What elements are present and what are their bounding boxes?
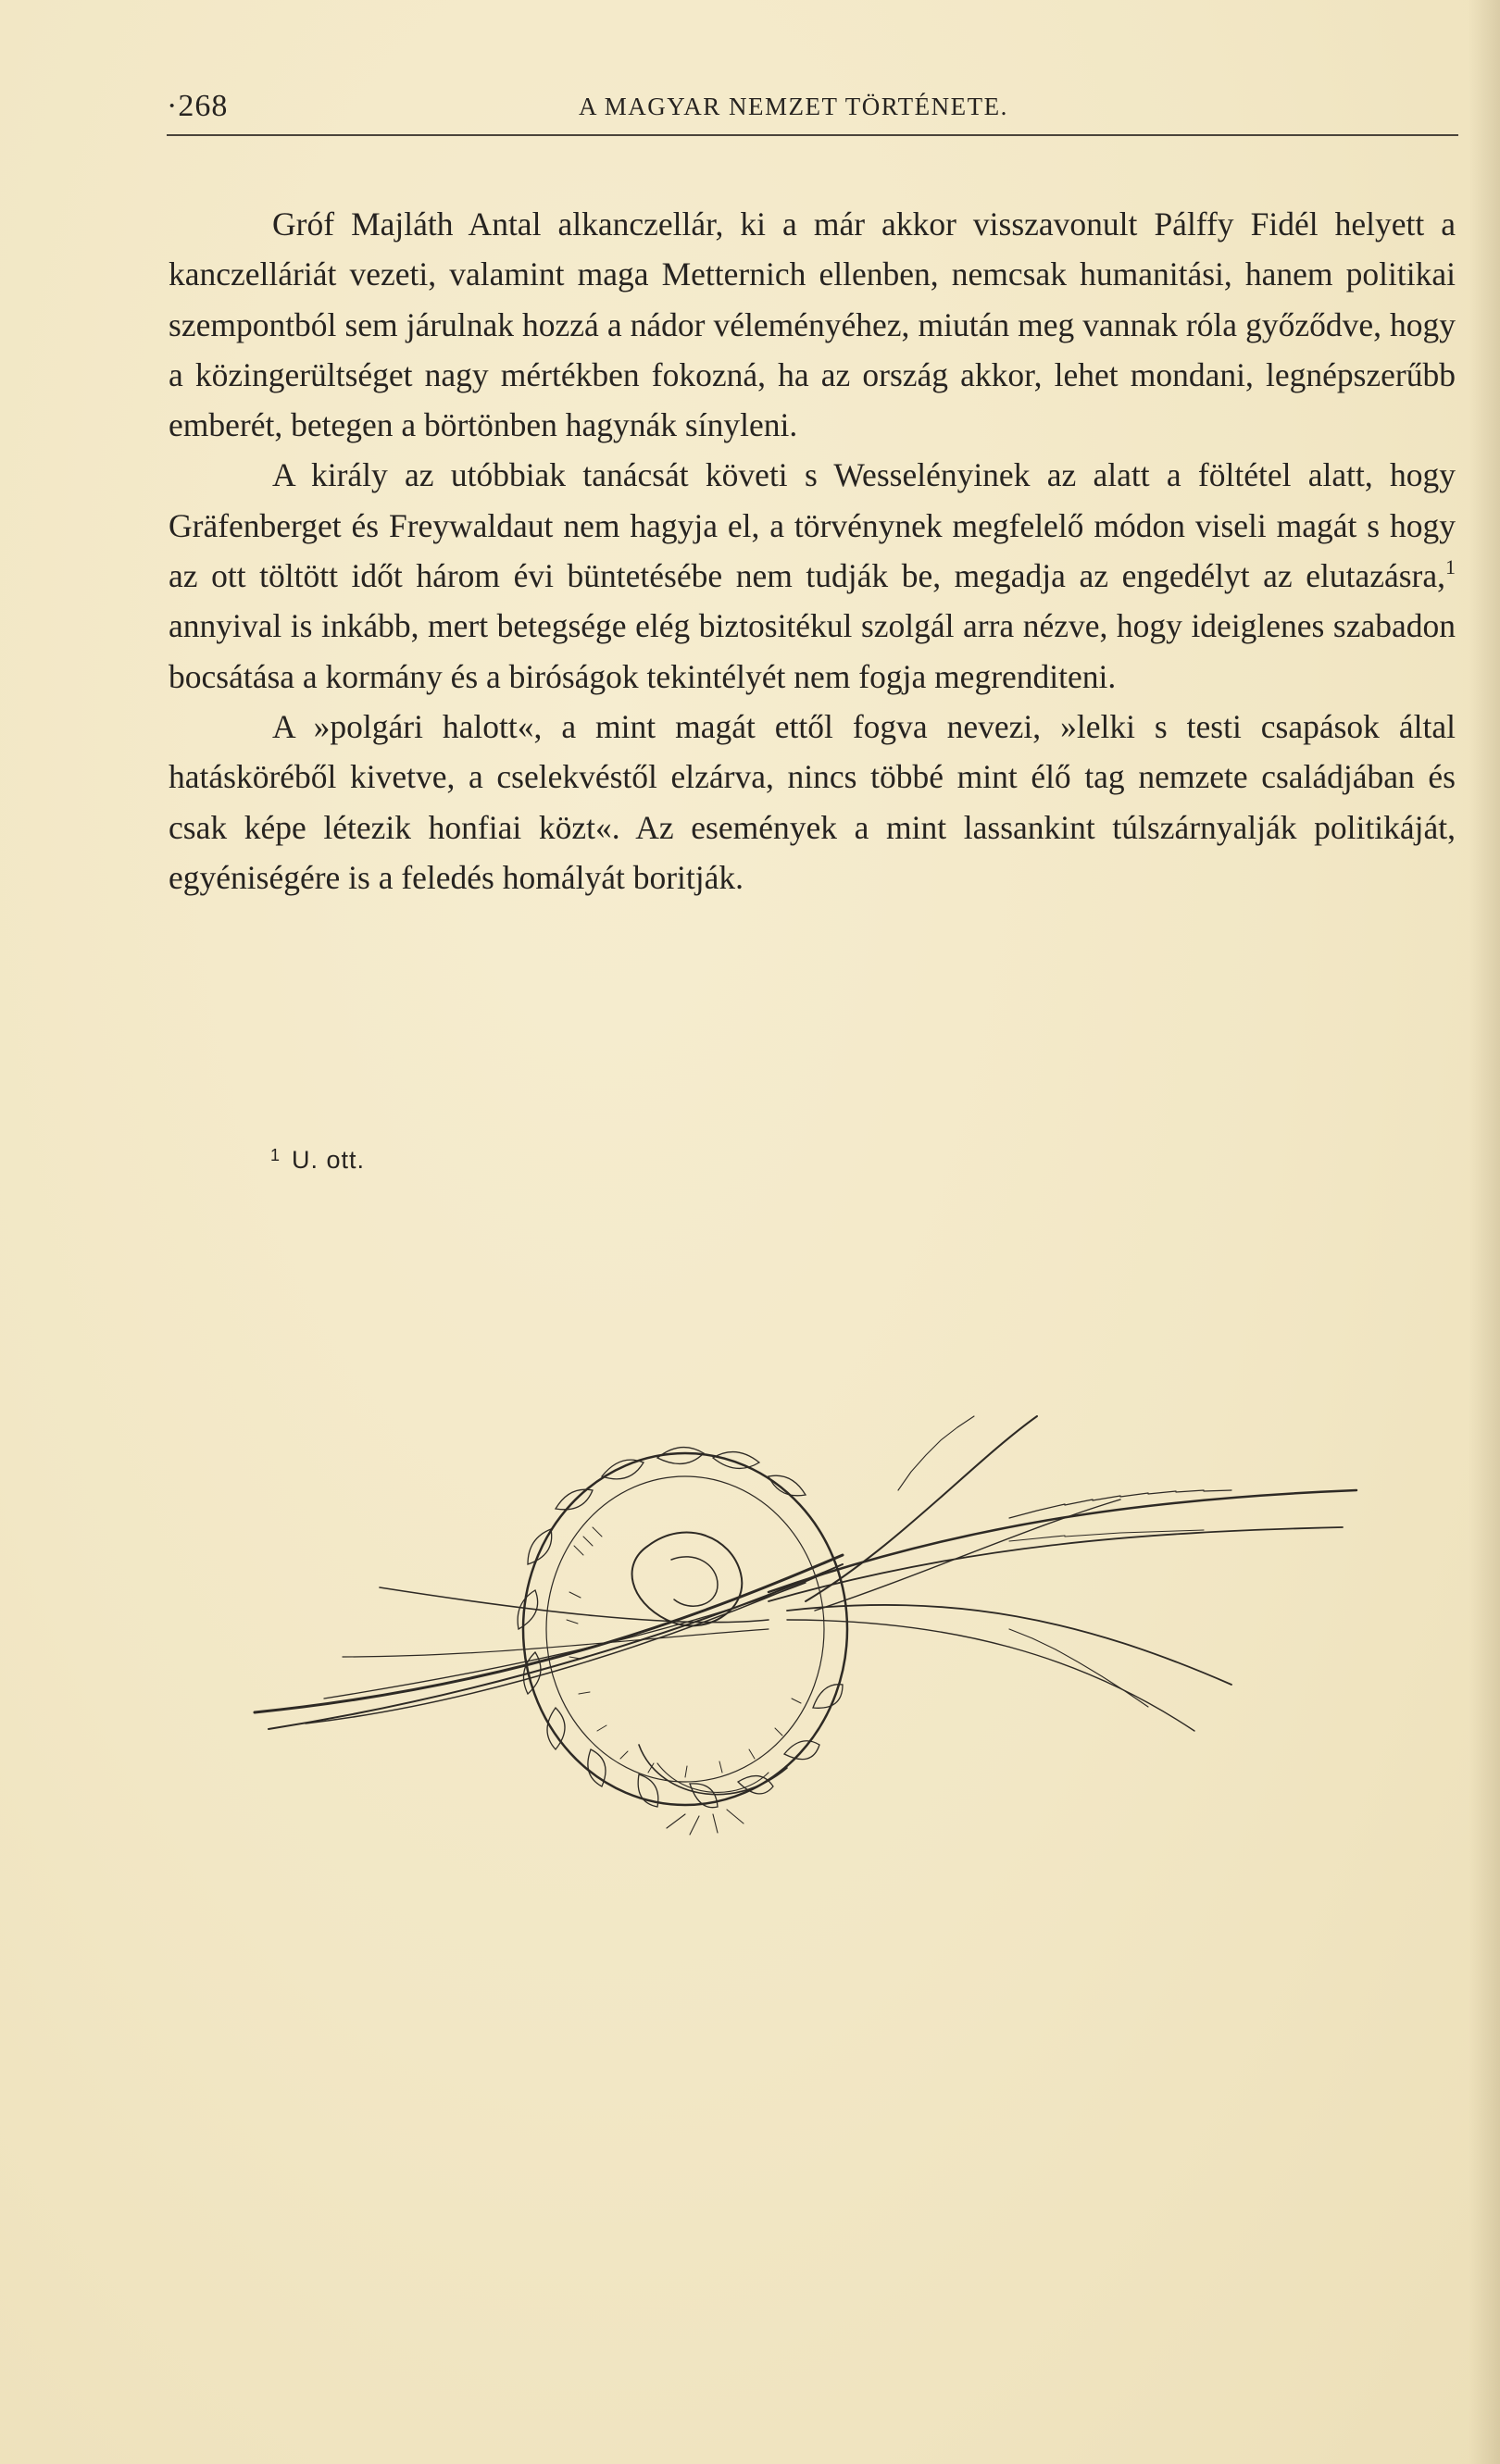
- paragraph-2-text-before: A király az utóbbiak tanácsát követi s Wesselényinek az alatt a föltétel alatt, hogy Gräfenberget és Freywaldaut nem hagyja el, a törvénynek megfelelő módon viseli magát s hogy az ott töltött időt három évi büntetésébe nem tudják be, megadja az engedélyt az elutazásra,: [169, 456, 1456, 595]
- paragraph-2-text-after: annyival is inkább, mert betegsége elég biztositékul szolgál arra nézve, hogy ideiglenes szabadon bocsátása a kormány és a biróságok tekintélyét nem fogja megrenditeni.: [169, 607, 1456, 695]
- paragraph-2: [169, 450, 1456, 701]
- footnote-mark: 1: [270, 1146, 281, 1164]
- paragraph-1: Gróf Majláth Antal alkanczellár, ki a már akkor visszavonult Pálffy Fidél helyett a kanczelláriát vezeti, valamint maga Metternich ellenben, nemcsak humanitási, hanem politikai szempontból sem járulnak hozzá a nádor véleményéhez, miután meg vannak róla győződve, hogy a közingerültséget nagy mértékben fokozná, ha az ország akkor, lehet mondani, legnépszerűbb emberét, betegen a börtönben hagynák sínyleni.: [169, 205, 1456, 444]
- footnote: [270, 1146, 365, 1175]
- paragraph-3: A »polgári halott«, a mint magát ettől fogva nevezi, »lelki s testi csapások által hatásköréből kivetve, a cselekvéstől elzárva, nincs többé mint élő tag nemzete családjában és csak képe létezik honfiai közt«. Az események a mint lassankint túlszárnyalják politikáját, egyéniségére is a feledés homályát boritják.: [169, 707, 1456, 896]
- body-text: [169, 199, 1456, 902]
- running-head: [167, 89, 1458, 130]
- header-rule: [167, 134, 1458, 136]
- wreath-with-wheat-ears-ornament-icon: [250, 1379, 1361, 1851]
- footnote-text: U. ott.: [292, 1146, 366, 1174]
- page-edge-shadow: [1469, 0, 1500, 2464]
- running-title: A MAGYAR NEMZET TÖRTÉNETE.: [579, 93, 1008, 120]
- footnote-reference[interactable]: 1: [1445, 555, 1456, 579]
- page-number: ·268: [167, 89, 229, 123]
